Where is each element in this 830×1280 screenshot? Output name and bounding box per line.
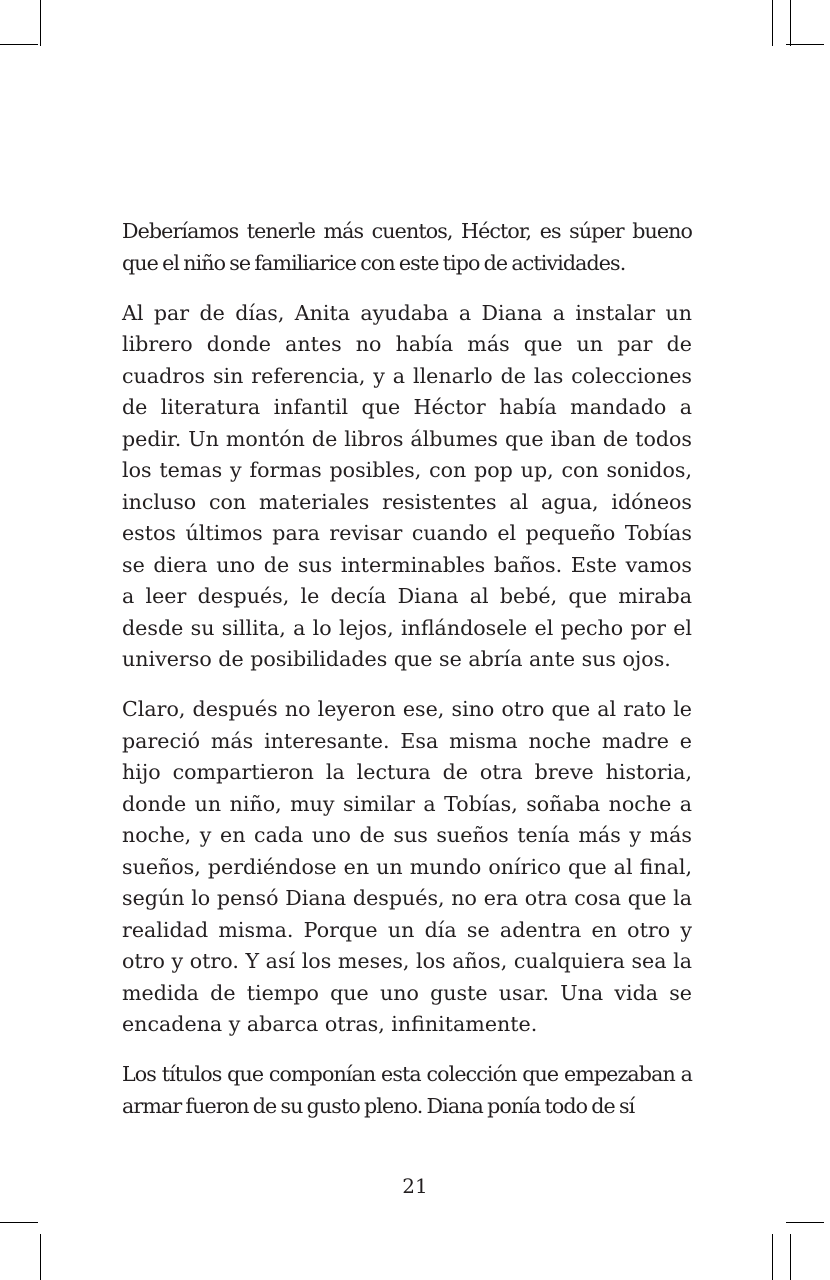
- page-number: 21: [402, 1174, 428, 1198]
- crop-mark: [772, 0, 773, 46]
- crop-mark: [40, 1234, 41, 1280]
- crop-mark: [790, 1234, 791, 1280]
- crop-mark: [790, 0, 791, 46]
- crop-mark: [772, 1234, 773, 1280]
- crop-mark: [0, 1222, 38, 1223]
- crop-mark: [0, 44, 38, 45]
- paragraph: Claro, después no leyeron ese, sino otro que al rato le pareció más interesante. Esa misma noche madre e hijo compartieron la lectura de otra breve historia, donde un niño, muy similar a Tobías, soñaba noche a noche, y en cada uno de sus sueños tenía más y más sueños, perdiéndose en un mundo onírico que al final, según lo pensó Diana después, no era otra cosa que la realidad misma. Porque un día se adentra en otro y otro y otro. Y así los meses, los años, cualquiera sea la medida de tiempo que uno guste usar. Una vida se encadena y abarca otras, infinitamente.: [122, 697, 692, 1036]
- crop-mark: [786, 1222, 824, 1223]
- crop-mark: [40, 0, 41, 46]
- paragraph: Los títulos que componían esta colección que empezaban a armar fueron de su gusto pleno. Diana ponía todo de sí: [122, 1062, 692, 1118]
- body-text: [122, 216, 692, 1141]
- crop-mark: [786, 44, 824, 45]
- paragraph: Al par de días, Anita ayudaba a Diana a instalar un librero donde antes no había más que un par de cuadros sin referencia, y a llenarlo de las colecciones de literatura infantil que Héctor había mandado a pedir. Un montón de libros álbumes que iban de todos los temas y formas posibles, con pop up, con sonidos, incluso con materiales resistentes al agua, idóneos estos últimos para revisar cuando el pequeño Tobías se diera uno de sus interminables baños. Este vamos a leer después, le decía Diana al bebé, que miraba desde su sillita, a lo lejos, inflándosele el pecho por el universo de posibilidades que se abría ante sus ojos.: [122, 300, 692, 671]
- paragraph: Deberíamos tenerle más cuentos, Héctor, es súper bueno que el niño se familiarice con este tipo de actividades.: [122, 219, 692, 275]
